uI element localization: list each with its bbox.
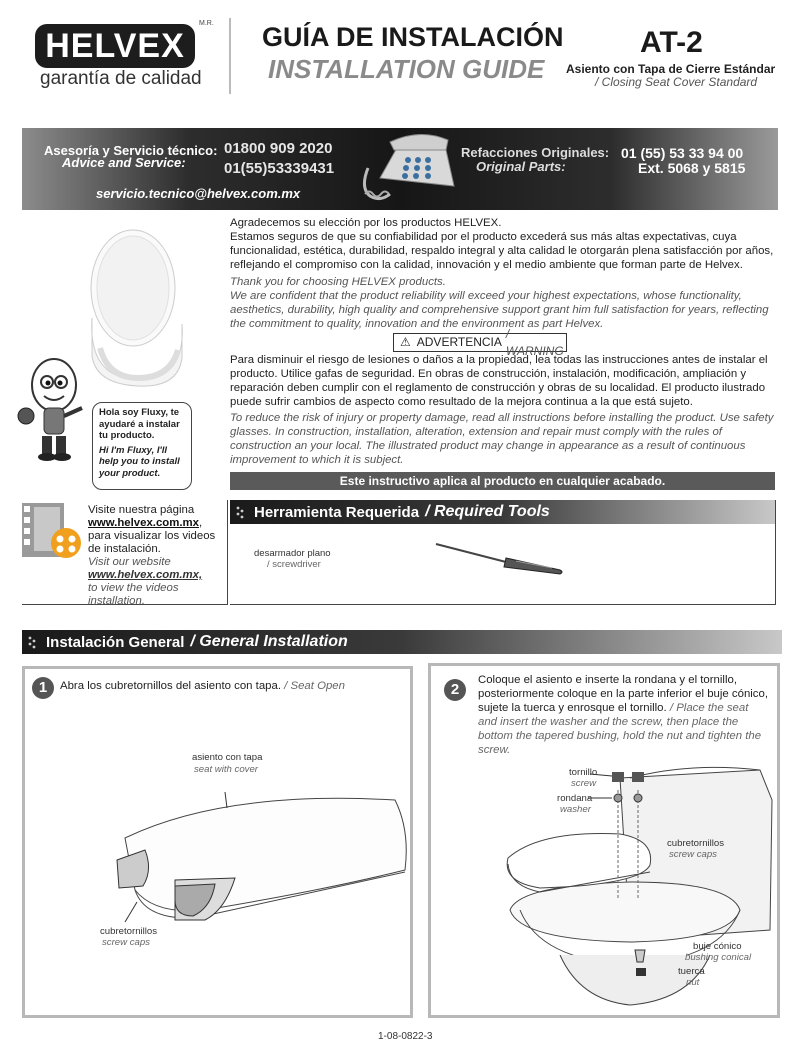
header-divider (229, 18, 231, 94)
parts-phone: 01 (55) 53 33 94 00 (621, 145, 744, 161)
step-2-label-bushing-en: bushing conical (685, 952, 752, 963)
parts-label-es: Refacciones Originales: (461, 145, 610, 160)
finish-note: Este instructivo aplica al producto en cualquier acabado. (230, 472, 775, 490)
step-2-text-en: / Place the seat and insert the washer and the screw, then place the bottom the tapered bushing, hold the nut and tighten the screw. (478, 702, 762, 756)
document-code: 1-08-0822-3 (378, 1031, 433, 1042)
step-2-label-caps-es: cubretornillos (667, 838, 725, 849)
service-email[interactable]: servicio.tecnico@helvex.com.mx (96, 186, 301, 201)
product-name-english: / Closing Seat Cover Standard (595, 75, 758, 89)
step-1-seat-illustration (25, 760, 410, 960)
website-text (88, 504, 228, 608)
tool-name-es: desarmador plano (254, 548, 331, 559)
telephone-icon (350, 128, 460, 210)
website-link[interactable]: www.helvex.com.mx (88, 517, 199, 529)
website-intro-en: Visit our website (88, 556, 171, 568)
step-1-instruction (60, 680, 345, 692)
brand-tagline: garantía de calidad (40, 68, 202, 89)
dots-icon (28, 635, 38, 649)
contact-banner (22, 128, 778, 210)
fluxy-speech-bubble (92, 402, 192, 490)
intro-english-2: We are confident that the product reliability will exceed your highest expectations, whose functionality, aesthetics, durability, high quality and comprehensive support grant him full satisfaction for years, reflecting the commitment to quality, innovation and the environment as part Helvex. (230, 290, 769, 330)
warning-icon: ⚠ (400, 335, 411, 349)
step-1-label-seat-en: seat with cover (194, 764, 258, 775)
step-2-label-caps-en: screw caps (669, 849, 717, 860)
dots-icon (236, 505, 246, 519)
warning-heading (393, 326, 567, 358)
tools-title-es: Herramienta Requerida (254, 503, 420, 521)
warning-label-es: ADVERTENCIA (416, 335, 502, 349)
step-2-label-washer-es: rondana (557, 793, 593, 804)
step-2-instruction (478, 673, 768, 757)
advice-label-es: Asesoría y Servicio técnico: (44, 143, 218, 158)
installation-section-header (22, 630, 782, 654)
screwdriver-icon (432, 540, 566, 576)
website-link-en[interactable]: www.helvex.com.mx, (88, 569, 203, 581)
step-1-label-caps-es: cubretornillos (100, 926, 158, 937)
step-1-number: 1 (32, 677, 54, 699)
website-post-es: , para visualizar los videos de instalación. (88, 517, 216, 555)
step-1-text-es: Abra los cubretornillos del asiento con tapa. (60, 680, 281, 692)
step-2-label-nut-en: nut (686, 977, 700, 988)
tools-title-en: / Required Tools (425, 503, 550, 520)
fluxy-text-en: Hi I'm Fluxy, I'll help you to install your product. (99, 444, 180, 479)
advice-label-en: Advice and Service: (62, 155, 186, 170)
warning-label-en: / WARNING (505, 326, 564, 358)
intro-spanish-2: Estamos seguros de que su confiabilidad por el producto excederá sus más altas expectativas, cuya funcionalidad, estética, durabilidad, respaldo integral y alta calidad le otorgarán plena satisfacción por años, reflejando el compromiso con la calidad, innovación y el medio ambiente que forman parte de Helvex. (230, 231, 774, 271)
brand-mark: M.R. (199, 20, 214, 27)
step-2-label-screw-en: screw (571, 778, 597, 789)
step-2-label-bushing-es: buje cónico (693, 941, 742, 952)
tool-name-en: / screwdriver (267, 559, 321, 570)
step-2-label-screw-es: tornillo (569, 767, 598, 778)
warning-text-spanish: Para disminuir el riesgo de lesiones o daños a la propiedad, lea todas las instrucciones antes de instalar el producto. Utilice gafas de seguridad. En obras de construcción, instalación, modificación, ampliación y reparación deben cumplir con el reglamento de construcción y obras de su localidad. El producto ilustrado puede sufrir cambios de aspecto como resultado de la mejora continua a la que está sujeto. (230, 354, 768, 408)
step-2-text-es: Coloque el asiento e inserte la rondana y el tornillo, posteriormente coloque en la parte inferior el buje cónico, sujete la tuerca y enrosque el tornillo. (478, 674, 768, 714)
brand-logo: HELVEX (35, 24, 195, 68)
step-1-label-caps-en: screw caps (102, 937, 150, 948)
parts-extension: Ext. 5068 y 5815 (638, 160, 746, 176)
step-1-label-seat-es: asiento con tapa (192, 752, 263, 763)
intro-english-1: Thank you for choosing HELVEX products. (230, 276, 446, 288)
website-intro-es: Visite nuestra página (88, 504, 195, 516)
parts-label-en: Original Parts: (476, 159, 566, 174)
installation-title-en: / General Installation (190, 633, 348, 650)
intro-spanish-1: Agradecemos su elección por los productos HELVEX. (230, 217, 502, 229)
service-phone-2: 01(55)53339431 (224, 160, 335, 177)
installation-title-es: Instalación General (46, 633, 185, 651)
model-number: AT-2 (640, 26, 703, 59)
fluxy-mascot-illustration (14, 350, 94, 465)
step-1-text-en: / Seat Open (284, 680, 345, 692)
title-spanish: GUÍA DE INSTALACIÓN (262, 22, 564, 52)
product-seat-illustration (78, 228, 198, 388)
step-2-toilet-illustration (480, 760, 775, 1010)
product-name-spanish: Asiento con Tapa de Cierre Estándar (566, 62, 776, 76)
website-post-en: to view the videos installation. (88, 582, 179, 607)
step-2-label-washer-en: washer (560, 804, 591, 815)
fluxy-text-es: Hola soy Fluxy, te ayudaré a instalar tu producto. (99, 407, 180, 441)
step-2-number: 2 (444, 679, 466, 701)
title-english: INSTALLATION GUIDE (268, 54, 545, 84)
step-2-label-nut-es: tuerca (678, 966, 705, 977)
warning-text-english: To reduce the risk of injury or property damage, read all instructions before installing the product. Use safety glasses. In construction, installation, alteration, extension and repair must comply with the rules of construction an your local. The illustrated product may change in appearance as a result of continuous improvement to which it is subject. (230, 412, 774, 466)
service-phone-1: 01800 909 2020 (224, 140, 333, 157)
tools-section-header (230, 500, 775, 524)
video-film-icon (22, 503, 84, 565)
